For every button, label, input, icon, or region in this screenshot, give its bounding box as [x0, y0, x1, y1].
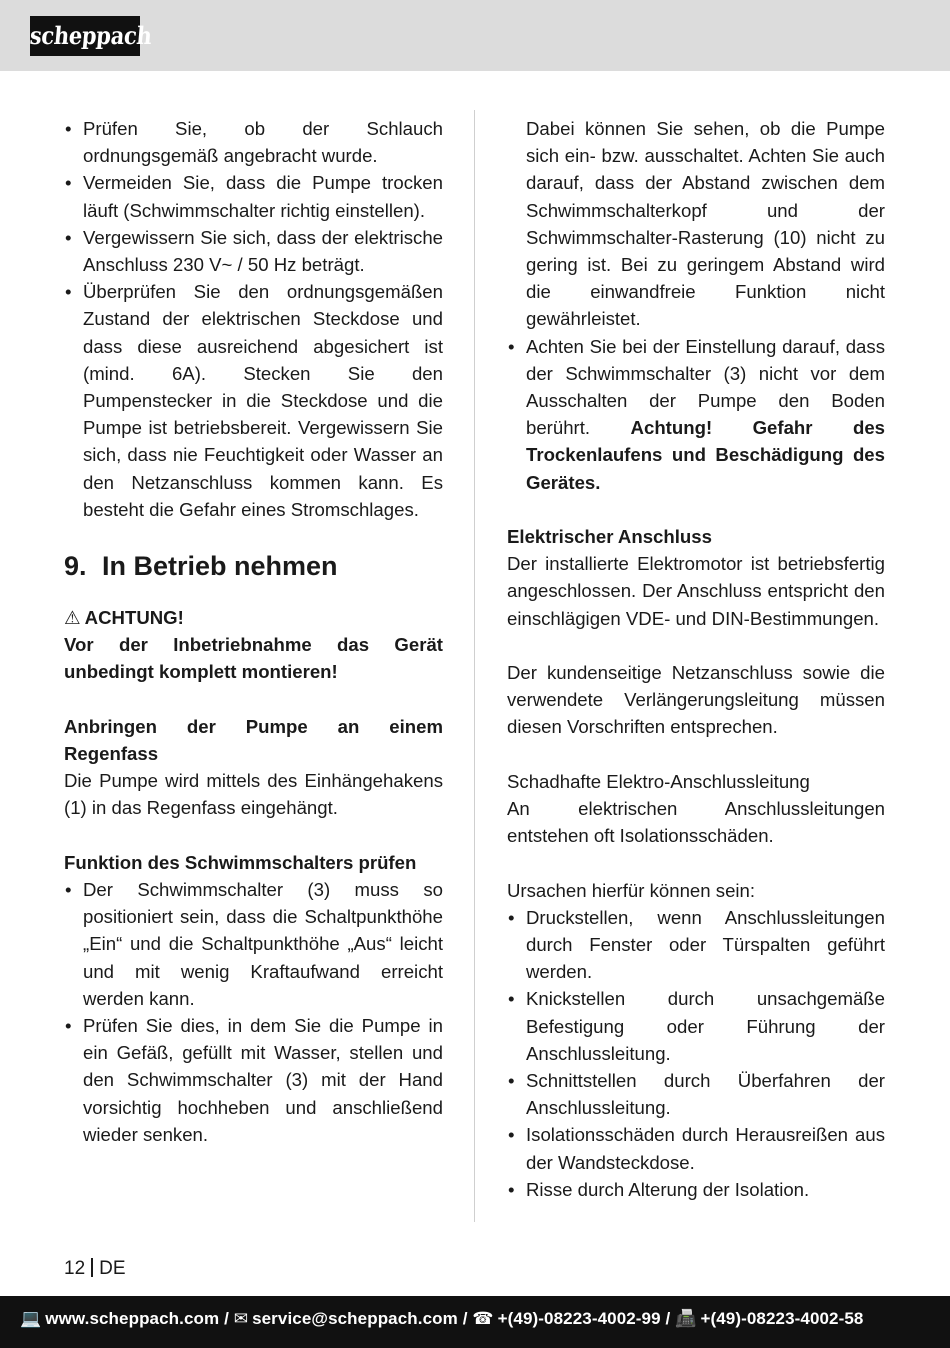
phone-number: +(49)-08223-4002-99: [497, 1309, 661, 1328]
section-title: In Betrieb nehmen: [102, 551, 338, 582]
fax-number: +(49)-08223-4002-58: [700, 1309, 864, 1328]
page-number: [64, 1255, 126, 1282]
list-item: • Vergewissern Sie sich, dass der elektrische Anschluss 230 V~ / 50 Hz beträgt.: [64, 224, 443, 278]
section-number: 9.: [64, 551, 87, 582]
list-item: • Druckstellen, wenn Anschlussleitungen durch Fenster oder Türspalten geführt werden.: [507, 904, 885, 986]
cable-text: An elektrischen Anschlussleitungen entstehen oft Isolationsschäden.: [507, 798, 885, 847]
website-link[interactable]: www.scheppach.com: [45, 1309, 220, 1328]
scheppach-logo: scheppach: [30, 16, 140, 56]
separator: /: [665, 1309, 671, 1328]
section-heading: [64, 546, 443, 586]
page-header: [0, 0, 950, 71]
column-divider: [474, 110, 475, 1222]
dry-run-warning: Achtung! Gefahr des Trockenlaufens und Beschädigung des Gerätes.: [526, 417, 885, 493]
separator: /: [462, 1309, 468, 1328]
mail-icon: ✉: [233, 1309, 249, 1328]
electric-heading: Elektrischer Anschluss: [507, 526, 712, 548]
computer-icon: 💻: [20, 1309, 42, 1328]
causes-list: [507, 904, 885, 1203]
contact-footer: [0, 1296, 950, 1348]
list-item: • Prüfen Sie dies, in dem Sie die Pumpe in ein Gefäß, gefüllt mit Wasser, stellen und den Schwimmschalter (3) mit der Hand vorsichtig hochheben und anschließend wieder senken.: [64, 1012, 443, 1148]
mount-heading: Anbringen der Pumpe an einem Regenfass: [64, 715, 443, 765]
warning-heading: [64, 604, 443, 631]
fax-icon: 📠: [675, 1309, 697, 1328]
customer-connection-text: Der kundenseitige Netzanschluss sowie die verwendete Verlängerungsleitung müssen diesen Vorschriften entsprechen.: [507, 662, 885, 738]
list-item: • Überprüfen Sie den ordnungsgemäßen Zustand der elektrischen Steckdose und dass diese ausreichend abgesichert ist (mind. 6A). Stecken Sie den Pumpenstecker in die Steckdose und die Pumpe ist betriebsbereit. Vergewissern Sie sich, dass nie Feuchtigkeit oder Wasser an den Netzanschluss kommen kann. Es besteht die Gefahr eines Stromschlages.: [64, 278, 443, 523]
page-number-value: 12: [64, 1258, 86, 1279]
list-item: • Knickstellen durch unsachgemäße Befestigung oder Führung der Anschlussleitung.: [507, 985, 885, 1067]
setting-note-text: Achten Sie bei der Einstellung darauf, dass der Schwimmschalter (3) nicht vor dem Ausschalten der Pumpe den Boden berührt.: [526, 335, 885, 439]
float-switch-list: [64, 876, 443, 1148]
warning-title: ACHTUNG!: [84, 607, 184, 629]
setting-list: [507, 333, 885, 496]
list-item: • Schnittstellen durch Überfahren der Anschlussleitung.: [507, 1067, 885, 1121]
page-language: DE: [99, 1258, 126, 1279]
list-item: • Prüfen Sie, ob der Schlauch ordnungsgemäß angebracht wurde.: [64, 115, 443, 169]
warning-text: Vor der Inbetriebnahme das Gerät unbedingt komplett montieren!: [64, 634, 443, 683]
phone-icon: ☎: [472, 1309, 494, 1328]
list-item: • Der Schwimmschalter (3) muss so positioniert sein, dass die Schaltpunkthöhe „Ein“ und die Schaltpunkthöhe „Aus“ leicht und mit wenig Kraftaufwand erreicht werden kann.: [64, 876, 443, 1012]
right-column: [507, 115, 885, 1203]
cable-heading: Schadhafte Elektro-Anschlussleitung: [507, 770, 810, 792]
float-switch-heading: Funktion des Schwimmschalters prüfen: [64, 851, 417, 873]
left-column: [64, 115, 443, 1148]
list-item: • Risse durch Alterung der Isolation.: [507, 1176, 885, 1203]
mount-text: Die Pumpe wird mittels des Einhängehakens (1) in das Regenfass eingehängt.: [64, 770, 443, 819]
continued-text: Dabei können Sie sehen, ob die Pumpe sich ein- bzw. ausschaltet. Achten Sie auch darauf, dass der Abstand zwischen dem Schwimmschalterkopf und der Schwimmschalter-Rasterung (10) nicht zu gering ist. Bei zu geringem Abstand wird die einwandfreie Funktion nicht gewährleistet.: [526, 118, 885, 330]
contact-line: [20, 1309, 932, 1329]
causes-intro: Ursachen hierfür können sein:: [507, 879, 756, 901]
list-item: • Vermeiden Sie, dass die Pumpe trocken läuft (Schwimmschalter richtig einstellen).: [64, 169, 443, 223]
separator: /: [224, 1309, 229, 1328]
warning-icon: ⚠: [64, 607, 81, 629]
electric-text: Der installierte Elektromotor ist betriebsfertig angeschlossen. Der Anschluss entspricht den einschlägigen VDE- und DIN-Bestimmungen.: [507, 553, 885, 629]
check-list: [64, 115, 443, 523]
list-item: [507, 333, 885, 496]
list-item: • Isolationsschäden durch Herausreißen aus der Wandsteckdose.: [507, 1121, 885, 1175]
email-link[interactable]: service@scheppach.com: [252, 1309, 458, 1328]
page-separator: [91, 1258, 93, 1277]
